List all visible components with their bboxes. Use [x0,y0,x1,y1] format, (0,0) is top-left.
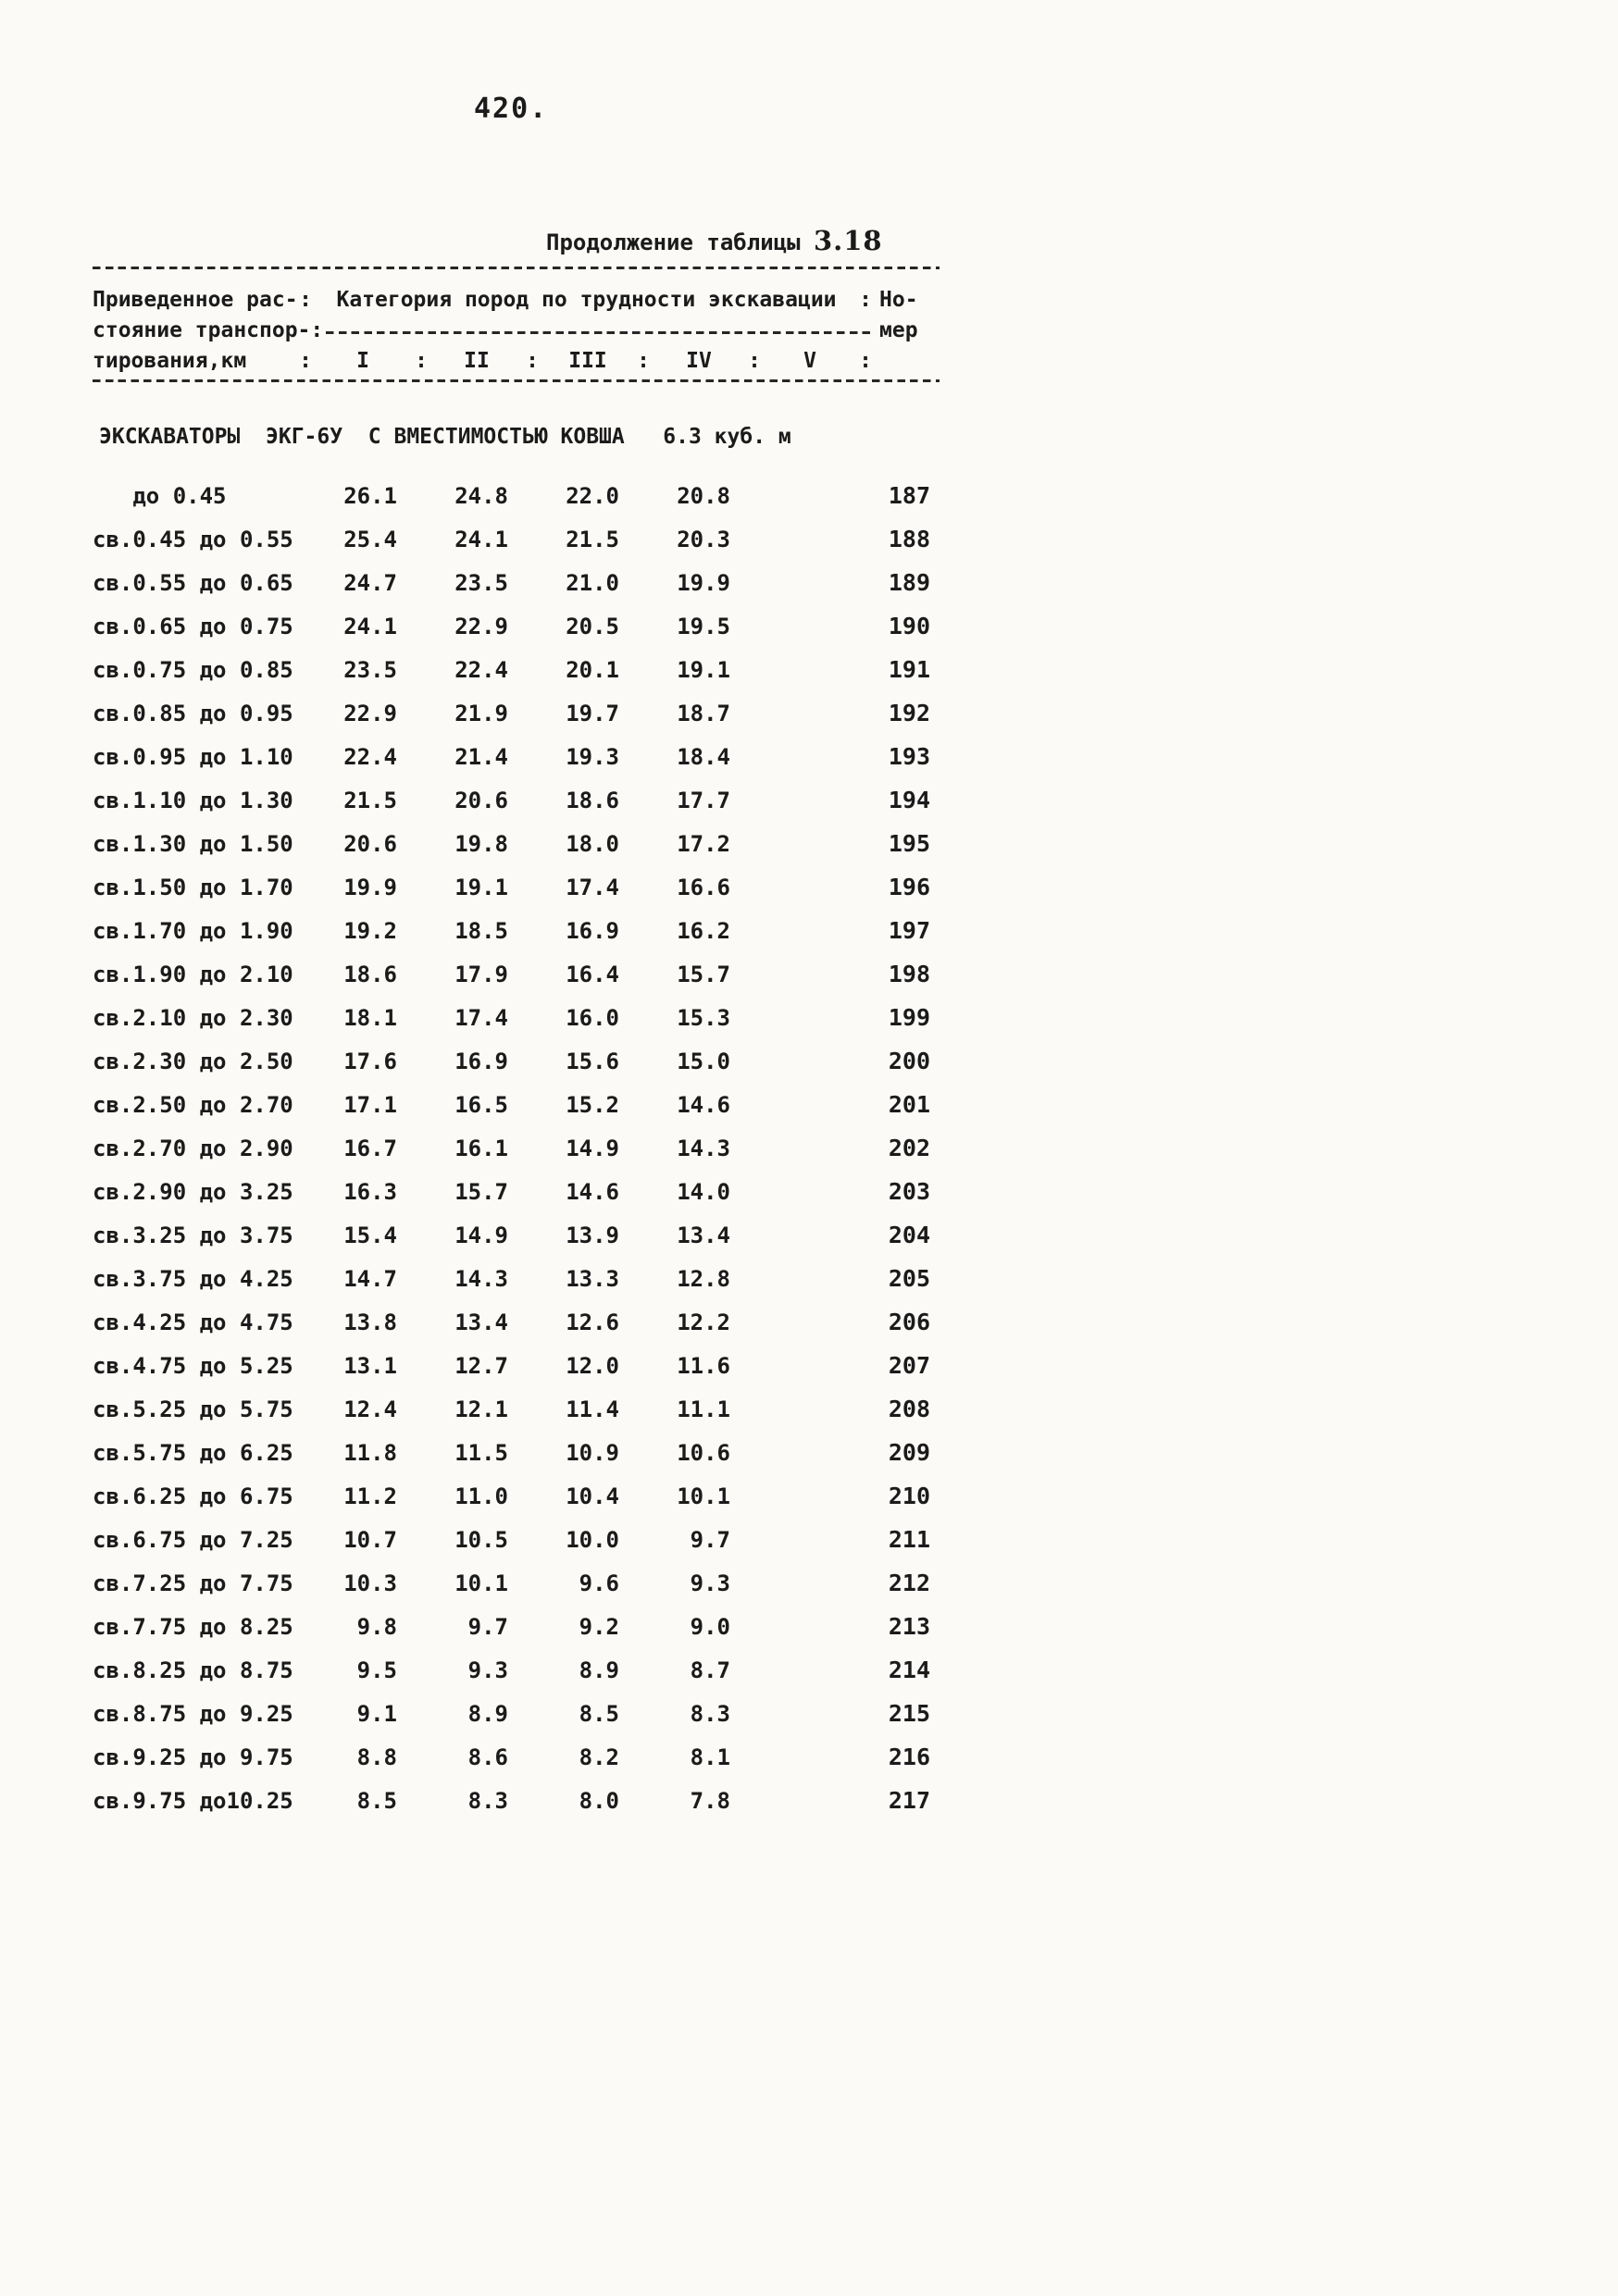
row-value-cat-I: 10.3 [343,1570,397,1596]
row-number: 199 [888,1004,930,1031]
row-value-cat-IV: 9.3 [690,1570,730,1596]
row-value-cat-IV: 16.6 [677,874,730,900]
row-value-cat-IV: 19.5 [677,613,730,639]
table-row [93,1344,940,1387]
column-separator: : [637,349,650,373]
row-value-cat-IV: 11.6 [677,1352,730,1379]
table-rows [93,474,940,1822]
row-value-cat-III: 21.5 [566,526,619,552]
row-value-cat-III: 15.6 [566,1048,619,1074]
row-number: 211 [888,1526,930,1553]
row-value-cat-III: 20.5 [566,613,619,639]
row-value-cat-II: 17.4 [454,1004,508,1031]
row-value-cat-I: 11.2 [343,1483,397,1509]
table-number: 3.18 [813,225,883,256]
row-value-cat-I: 26.1 [343,482,397,509]
row-label: св.1.90 до 2.10 [93,961,293,987]
row-value-cat-II: 12.7 [454,1352,508,1379]
row-value-cat-II: 16.1 [454,1135,508,1161]
row-value-cat-III: 16.0 [566,1004,619,1031]
row-value-cat-III: 12.6 [566,1309,619,1335]
row-value-cat-I: 22.9 [343,700,397,726]
row-value-cat-I: 23.5 [343,656,397,683]
row-number: 203 [888,1178,930,1205]
row-value-cat-IV: 7.8 [690,1787,730,1814]
row-number: 214 [888,1657,930,1683]
row-value-cat-III: 10.9 [566,1439,619,1466]
row-value-cat-I: 22.4 [343,743,397,770]
row-label: св.9.25 до 9.75 [93,1744,293,1770]
row-value-cat-IV: 8.7 [690,1657,730,1683]
row-value-cat-I: 16.7 [343,1135,397,1161]
row-value-cat-IV: 12.2 [677,1309,730,1335]
table-row [93,1474,940,1518]
header-inner-rule [326,331,874,334]
row-value-cat-III: 18.0 [566,830,619,857]
row-value-cat-III: 13.3 [566,1265,619,1292]
row-value-cat-III: 8.9 [579,1657,619,1683]
row-number: 192 [888,700,930,726]
row-label: св.3.25 до 3.75 [93,1222,293,1248]
row-value-cat-II: 8.3 [467,1787,508,1814]
row-value-cat-II: 17.9 [454,961,508,987]
row-value-cat-IV: 10.1 [677,1483,730,1509]
row-value-cat-III: 18.6 [566,787,619,813]
row-value-cat-II: 10.5 [454,1526,508,1553]
table-row [93,952,940,996]
column-separator: : [299,349,312,373]
row-number: 208 [888,1396,930,1422]
row-value-cat-IV: 15.7 [677,961,730,987]
header-distance-line2: стояние транспор-: [93,318,324,342]
row-value-cat-I: 24.1 [343,613,397,639]
row-value-cat-IV: 13.4 [677,1222,730,1248]
header-distance-line1: Приведенное рас- [93,288,298,312]
row-value-cat-II: 13.4 [454,1309,508,1335]
row-number: 210 [888,1483,930,1509]
row-value-cat-II: 21.4 [454,743,508,770]
row-label: св.0.45 до 0.55 [93,526,293,552]
row-value-cat-IV: 11.1 [677,1396,730,1422]
row-value-cat-IV: 17.2 [677,830,730,857]
row-number: 215 [888,1700,930,1727]
row-number: 190 [888,613,930,639]
row-value-cat-I: 9.1 [356,1700,397,1727]
row-value-cat-I: 17.6 [343,1048,397,1074]
row-label: св.2.10 до 2.30 [93,1004,293,1031]
row-value-cat-II: 11.0 [454,1483,508,1509]
table-row [93,517,940,561]
table-row [93,1735,940,1779]
table-row [93,1083,940,1126]
table-row [93,735,940,778]
header-num-line1: Но- [879,288,918,312]
column-separator: : [526,349,539,373]
header-category-II: II [464,349,490,373]
row-value-cat-I: 14.7 [343,1265,397,1292]
table-row [93,474,940,517]
row-label: св.7.75 до 8.25 [93,1613,293,1640]
row-value-cat-I: 15.4 [343,1222,397,1248]
row-value-cat-III: 19.3 [566,743,619,770]
column-separator: : [748,349,761,373]
row-value-cat-I: 18.1 [343,1004,397,1031]
row-label: св.5.25 до 5.75 [93,1396,293,1422]
row-label: св.2.70 до 2.90 [93,1135,293,1161]
table-row [93,996,940,1039]
row-number: 217 [888,1787,930,1814]
table-caption-text: Продолжение таблицы [546,230,814,255]
row-value-cat-II: 21.9 [454,700,508,726]
row-value-cat-II: 20.6 [454,787,508,813]
header-category-III: III [568,349,607,373]
row-value-cat-IV: 19.9 [677,569,730,596]
row-label: св.9.75 до10.25 [93,1787,293,1814]
row-value-cat-II: 16.5 [454,1091,508,1118]
row-value-cat-I: 18.6 [343,961,397,987]
row-value-cat-III: 9.2 [579,1613,619,1640]
row-value-cat-III: 9.6 [579,1570,619,1596]
row-number: 209 [888,1439,930,1466]
table-row [93,1300,940,1344]
row-number: 201 [888,1091,930,1118]
row-value-cat-III: 10.0 [566,1526,619,1553]
section-title: ЭКСКАВАТОРЫ ЭКГ-6У С ВМЕСТИМОСТЬЮ КОВША 6.3 куб. м [99,425,791,449]
row-value-cat-I: 11.8 [343,1439,397,1466]
row-value-cat-II: 22.9 [454,613,508,639]
row-label: св.1.30 до 1.50 [93,830,293,857]
row-label: св.2.50 до 2.70 [93,1091,293,1118]
row-value-cat-III: 15.2 [566,1091,619,1118]
row-label: св.5.75 до 6.25 [93,1439,293,1466]
row-value-cat-II: 15.7 [454,1178,508,1205]
header-category-group-title: Категория пород по трудности экскавации [336,288,837,312]
row-value-cat-IV: 14.0 [677,1178,730,1205]
row-number: 193 [888,743,930,770]
row-value-cat-II: 14.9 [454,1222,508,1248]
table-row [93,691,940,735]
row-value-cat-IV: 20.3 [677,526,730,552]
row-label: св.6.75 до 7.25 [93,1526,293,1553]
row-label: до 0.45 [93,482,227,509]
row-value-cat-III: 19.7 [566,700,619,726]
table-row [93,1431,940,1474]
column-separator: : [859,288,872,312]
table-header [93,288,940,377]
row-label: св.0.75 до 0.85 [93,656,293,683]
table-row [93,1779,940,1822]
table-row [93,648,940,691]
row-value-cat-III: 8.0 [579,1787,619,1814]
row-value-cat-IV: 19.1 [677,656,730,683]
row-value-cat-III: 13.9 [566,1222,619,1248]
row-number: 205 [888,1265,930,1292]
row-number: 188 [888,526,930,552]
table-row [93,1213,940,1257]
table-row [93,1126,940,1170]
row-label: св.0.65 до 0.75 [93,613,293,639]
row-label: св.6.25 до 6.75 [93,1483,293,1509]
row-value-cat-II: 9.7 [467,1613,508,1640]
row-value-cat-III: 16.9 [566,917,619,944]
row-value-cat-I: 21.5 [343,787,397,813]
row-value-cat-I: 9.8 [356,1613,397,1640]
row-value-cat-IV: 20.8 [677,482,730,509]
row-value-cat-IV: 8.1 [690,1744,730,1770]
row-number: 189 [888,569,930,596]
row-value-cat-III: 16.4 [566,961,619,987]
table-row [93,909,940,952]
table-row [93,604,940,648]
row-value-cat-IV: 15.0 [677,1048,730,1074]
row-value-cat-I: 9.5 [356,1657,397,1683]
row-number: 196 [888,874,930,900]
row-number: 198 [888,961,930,987]
table-row [93,1039,940,1083]
row-value-cat-IV: 18.7 [677,700,730,726]
row-value-cat-I: 17.1 [343,1091,397,1118]
row-number: 187 [888,482,930,509]
row-value-cat-III: 20.1 [566,656,619,683]
header-category-I: I [356,349,369,373]
table-row [93,1648,940,1692]
column-separator: : [299,288,312,312]
row-value-cat-II: 19.1 [454,874,508,900]
row-label: св.2.30 до 2.50 [93,1048,293,1074]
row-label: св.2.90 до 3.25 [93,1178,293,1205]
row-number: 213 [888,1613,930,1640]
row-value-cat-I: 13.8 [343,1309,397,1335]
table-row [93,1170,940,1213]
header-distance-line3: тирования,км [93,349,247,373]
header-num-line2: мер [879,318,918,342]
row-value-cat-II: 9.3 [467,1657,508,1683]
row-value-cat-IV: 9.0 [690,1613,730,1640]
row-value-cat-III: 11.4 [566,1396,619,1422]
row-value-cat-IV: 12.8 [677,1265,730,1292]
header-category-IV: IV [686,349,712,373]
row-value-cat-III: 17.4 [566,874,619,900]
row-number: 195 [888,830,930,857]
table-caption [546,225,883,256]
row-value-cat-II: 10.1 [454,1570,508,1596]
row-value-cat-IV: 9.7 [690,1526,730,1553]
row-value-cat-II: 23.5 [454,569,508,596]
row-value-cat-IV: 14.6 [677,1091,730,1118]
row-value-cat-II: 19.8 [454,830,508,857]
table-header-bottom-rule [93,379,940,382]
row-value-cat-III: 12.0 [566,1352,619,1379]
row-value-cat-III: 8.5 [579,1700,619,1727]
row-value-cat-II: 18.5 [454,917,508,944]
row-value-cat-IV: 14.3 [677,1135,730,1161]
row-number: 197 [888,917,930,944]
row-value-cat-IV: 15.3 [677,1004,730,1031]
row-value-cat-III: 22.0 [566,482,619,509]
row-label: св.1.10 до 1.30 [93,787,293,813]
row-value-cat-I: 12.4 [343,1396,397,1422]
row-number: 191 [888,656,930,683]
table-row [93,1257,940,1300]
row-label: св.1.50 до 1.70 [93,874,293,900]
row-label: св.3.75 до 4.25 [93,1265,293,1292]
row-value-cat-II: 14.3 [454,1265,508,1292]
table-row [93,1387,940,1431]
row-value-cat-I: 19.2 [343,917,397,944]
row-label: св.4.75 до 5.25 [93,1352,293,1379]
row-value-cat-I: 13.1 [343,1352,397,1379]
row-value-cat-IV: 17.7 [677,787,730,813]
row-value-cat-III: 8.2 [579,1744,619,1770]
row-value-cat-I: 8.8 [356,1744,397,1770]
row-value-cat-II: 24.1 [454,526,508,552]
row-number: 200 [888,1048,930,1074]
row-value-cat-III: 14.6 [566,1178,619,1205]
row-value-cat-IV: 18.4 [677,743,730,770]
row-value-cat-IV: 10.6 [677,1439,730,1466]
row-value-cat-II: 22.4 [454,656,508,683]
row-label: св.7.25 до 7.75 [93,1570,293,1596]
row-value-cat-IV: 16.2 [677,917,730,944]
row-value-cat-II: 24.8 [454,482,508,509]
row-value-cat-III: 14.9 [566,1135,619,1161]
column-separator: : [415,349,428,373]
table-row [93,1605,940,1648]
row-value-cat-II: 12.1 [454,1396,508,1422]
row-number: 206 [888,1309,930,1335]
row-label: св.8.25 до 8.75 [93,1657,293,1683]
row-value-cat-IV: 8.3 [690,1700,730,1727]
page-number: 420. [474,93,549,125]
row-value-cat-I: 10.7 [343,1526,397,1553]
row-number: 202 [888,1135,930,1161]
table-row [93,561,940,604]
row-label: св.0.95 до 1.10 [93,743,293,770]
row-value-cat-II: 11.5 [454,1439,508,1466]
row-label: св.8.75 до 9.25 [93,1700,293,1727]
row-number: 212 [888,1570,930,1596]
table-row [93,865,940,909]
table-row [93,1518,940,1561]
table-row [93,778,940,822]
header-category-V: V [803,349,816,373]
table-row [93,1692,940,1735]
column-separator: : [859,349,872,373]
row-number: 204 [888,1222,930,1248]
table-row [93,822,940,865]
row-value-cat-I: 8.5 [356,1787,397,1814]
row-label: св.1.70 до 1.90 [93,917,293,944]
row-value-cat-I: 19.9 [343,874,397,900]
table-top-rule [93,267,940,269]
row-value-cat-II: 8.9 [467,1700,508,1727]
row-label: св.0.85 до 0.95 [93,700,293,726]
row-number: 194 [888,787,930,813]
row-value-cat-I: 24.7 [343,569,397,596]
row-number: 216 [888,1744,930,1770]
row-number: 207 [888,1352,930,1379]
row-label: св.4.25 до 4.75 [93,1309,293,1335]
row-value-cat-III: 21.0 [566,569,619,596]
row-value-cat-III: 10.4 [566,1483,619,1509]
row-value-cat-II: 16.9 [454,1048,508,1074]
table-row [93,1561,940,1605]
row-value-cat-I: 20.6 [343,830,397,857]
row-value-cat-I: 16.3 [343,1178,397,1205]
row-value-cat-I: 25.4 [343,526,397,552]
row-label: св.0.55 до 0.65 [93,569,293,596]
row-value-cat-II: 8.6 [467,1744,508,1770]
